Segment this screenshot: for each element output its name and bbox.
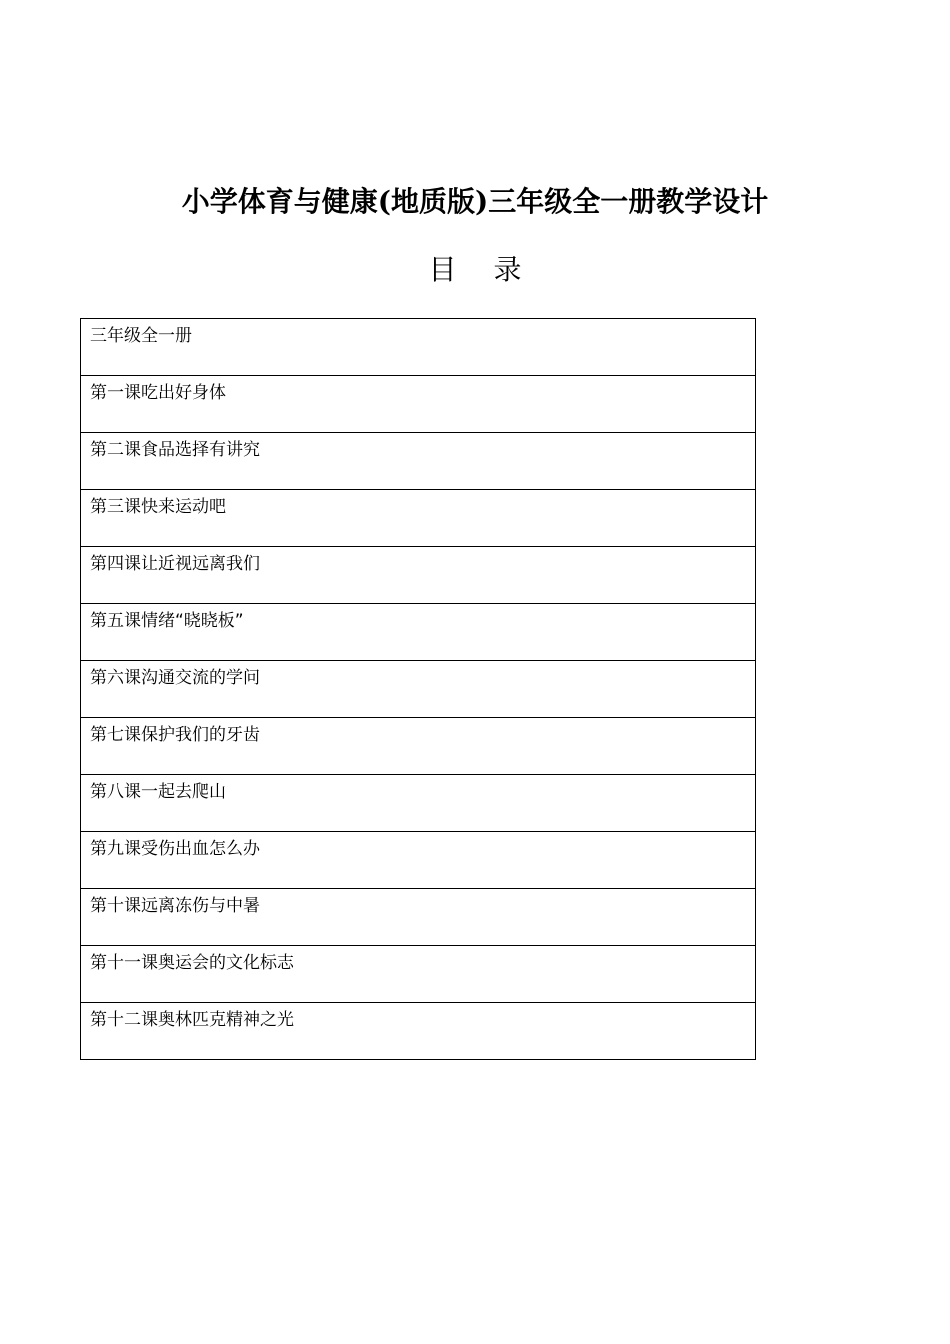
toc-entry: 第七课保护我们的牙齿 <box>81 718 756 775</box>
toc-entry: 第三课快来运动吧 <box>81 490 756 547</box>
toc-row <box>81 889 756 946</box>
toc-row <box>81 661 756 718</box>
toc-row <box>81 946 756 1003</box>
toc-entry: 第二课食品选择有讲究 <box>81 433 756 490</box>
toc-entry: 第九课受伤出血怎么办 <box>81 832 756 889</box>
toc-row <box>81 490 756 547</box>
toc-row <box>81 319 756 376</box>
toc-row <box>81 718 756 775</box>
toc-entry: 第八课一起去爬山 <box>81 775 756 832</box>
toc-entry: 三年级全一册 <box>81 319 756 376</box>
toc-entry: 第五课情绪“晓晓板” <box>81 604 756 661</box>
document-title: 小学体育与健康(地质版)三年级全一册教学设计 <box>181 185 769 218</box>
toc-row <box>81 775 756 832</box>
toc-row <box>81 604 756 661</box>
toc-entry: 第六课沟通交流的学问 <box>81 661 756 718</box>
toc-row <box>81 433 756 490</box>
toc-row <box>81 376 756 433</box>
toc-entry: 第十课远离冻伤与中暑 <box>81 889 756 946</box>
toc-heading: 目 录 <box>428 253 536 286</box>
toc-row <box>81 832 756 889</box>
toc-entry: 第十二课奥林匹克精神之光 <box>81 1003 756 1060</box>
toc-entry: 第四课让近视远离我们 <box>81 547 756 604</box>
toc-entry: 第十一课奥运会的文化标志 <box>81 946 756 1003</box>
toc-table <box>80 318 756 1060</box>
toc-row <box>81 1003 756 1060</box>
toc-row <box>81 547 756 604</box>
toc-entry: 第一课吃出好身体 <box>81 376 756 433</box>
